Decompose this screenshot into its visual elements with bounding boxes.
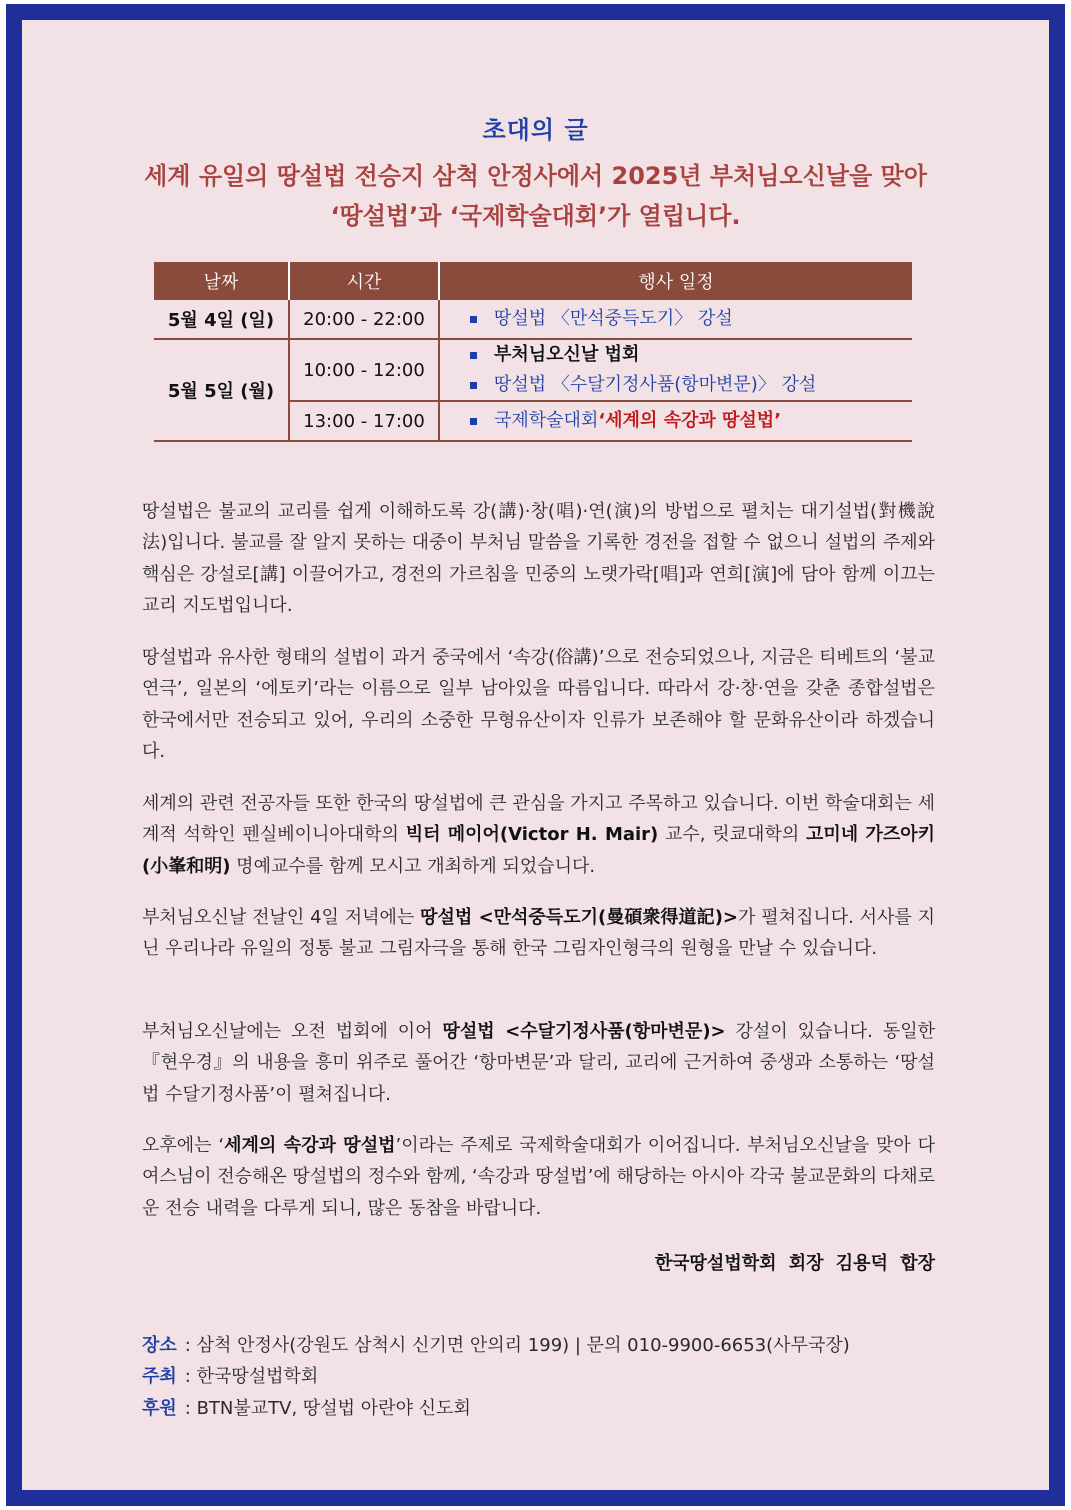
speaker-name: 고미네 가즈아키(小峯和明) [142, 824, 935, 877]
venue-line [142, 1331, 850, 1357]
program-title: 땅설법 <수달기정사품(항마변문)> [442, 1021, 726, 1042]
square-bullet-icon [470, 352, 477, 359]
event-label: 부처님오신날 법회 [494, 344, 640, 365]
paragraph-5 [142, 1016, 935, 1110]
paragraph-text: 세계의 관련 전공자들 또한 한국의 땅설법에 큰 관심을 가지고 주목하고 있습니다. 이번 학술대회는 세계적 석학인 펜실베이니아대학의 [142, 793, 936, 846]
signature: 한국땅설법학회 회장 김용덕 합장 [654, 1253, 935, 1274]
event-item [470, 370, 912, 400]
conference-title: 세계의 속강과 땅설법 [224, 1135, 396, 1156]
page-title: 초대의 글 [482, 116, 589, 144]
paragraph-text: 명예교수를 함께 모시고 개최하게 되었습니다. [230, 855, 596, 877]
event-label: 땅설법 〈만석중득도기〉 강설 [494, 308, 733, 329]
event-item [470, 304, 912, 334]
square-bullet-icon [470, 382, 477, 389]
paragraph-3 [142, 788, 935, 882]
venue-text: : 삼척 안정사(강원도 삼척시 신기면 안의리 199) | 문의 010-9900-6653(사무국장) [184, 1335, 850, 1356]
paragraph-text: 부처님오신날에는 오전 법회에 이어 [142, 1021, 443, 1042]
paragraph-text: 부처님오신날 전날인 4일 저녁에는 [142, 907, 421, 928]
date-cell: 5월 5일 (월) [154, 339, 289, 441]
paragraph-4 [142, 902, 935, 965]
date-cell: 5월 4일 (일) [154, 300, 289, 339]
event-item [470, 340, 912, 370]
paragraph-text: 교수, 릿쿄대학의 [658, 824, 806, 846]
sponsor-text: : BTN불교TV, 땅설법 아란야 신도회 [184, 1398, 471, 1419]
host-text: : 한국땅설법학회 [184, 1366, 319, 1387]
events-cell [439, 401, 912, 441]
poster-frame [6, 4, 1065, 1506]
schedule-table [154, 262, 912, 442]
header-date: 날짜 [154, 262, 289, 300]
time-cell: 20:00 - 22:00 [289, 300, 439, 339]
paragraph-2: 땅설법과 유사한 형태의 설법이 과거 중국에서 ‘속강(俗講)’으로 전승되었으나, 지금은 티베트의 ‘불교 연극’, 일본의 ‘에토키’라는 이름으로 일부 남아있을 따름입니다. 따라서 강·창·연을 갖춘 종합설법은 한국에서만 전승되고 있어, 우리의 소중한 무형유산이자 인류가 보존해야 할 문화유산이라 하겠습니다. [142, 647, 935, 762]
program-title: 땅설법 <만석중득도기(曼碩衆得道記)> [420, 907, 739, 928]
event-label: 국제학술대회 [494, 410, 599, 431]
event-highlight: ‘세계의 속강과 땅설법’ [598, 410, 782, 431]
sponsor-line [142, 1394, 471, 1420]
host-label: 주최 [142, 1366, 177, 1387]
time-cell: 10:00 - 12:00 [289, 339, 439, 401]
event-item [470, 406, 912, 436]
table-row [154, 300, 912, 339]
paragraph-text: ’이라는 주제로 국제학술대회가 이어집니다. 부처님오신날을 맞아 다여스님이 전승해온 땅설법의 정수와 함께, ‘속강과 땅설법’에 해당하는 아시아 각국 불교문화의 다채로운 전승 내력을 다루게 되니, 많은 동참을 바랍니다. [142, 1135, 936, 1219]
venue-label: 장소 [142, 1335, 177, 1356]
square-bullet-icon [470, 418, 477, 425]
subtitle-line-1: 세계 유일의 땅설법 전승지 삼척 안정사에서 2025년 부처님오신날을 맞아 [144, 162, 927, 190]
paragraph-text: 오후에는 ‘ [142, 1135, 225, 1156]
event-label: 땅설법 〈수달기정사품(항마변문)〉 강설 [494, 374, 817, 395]
header-events: 행사 일정 [439, 262, 912, 300]
paragraph-text: 가 펼쳐집니다. 서사를 지닌 우리나라 유일의 정통 불교 그림자극을 통해 한국 그림자인형극의 원형을 만날 수 있습니다. [142, 907, 935, 960]
host-line [142, 1362, 318, 1388]
time-cell: 13:00 - 17:00 [289, 401, 439, 441]
paragraph-6 [142, 1130, 935, 1224]
table-row [154, 339, 912, 401]
schedule-header-row [154, 262, 912, 300]
events-cell [439, 300, 912, 339]
events-cell [439, 339, 912, 401]
subtitle-line-2: ‘땅설법’과 ‘국제학술대회’가 열립니다. [330, 202, 741, 230]
header-time: 시간 [289, 262, 439, 300]
poster-content [22, 20, 1049, 1490]
square-bullet-icon [470, 316, 477, 323]
sponsor-label: 후원 [142, 1398, 177, 1419]
paragraph-text: 강설이 있습니다. 동일한 『현우경』의 내용을 흥미 위주로 풀어간 ‘항마변문’과 달리, 교리에 근거하여 중생과 소통하는 ‘땅설법 수달기정사품’이 펼쳐집니다. [142, 1021, 935, 1105]
speaker-name: 빅터 메이어(Victor H. Mair) [405, 824, 659, 846]
paragraph-1: 땅설법은 불교의 교리를 쉽게 이해하도록 강(講)·창(唱)·연(演)의 방법으로 펼치는 대기설법(對機說法)입니다. 불교를 잘 알지 못하는 대중이 부처님 말씀을 기록한 경전을 접할 수 없으니 설법의 주제와 핵심은 강설로[講] 이끌어가고, 경전의 가르침을 민중의 노랫가락[唱]과 연희[演]에 담아 함께 이끄는 교리 지도법입니다. [142, 501, 935, 616]
